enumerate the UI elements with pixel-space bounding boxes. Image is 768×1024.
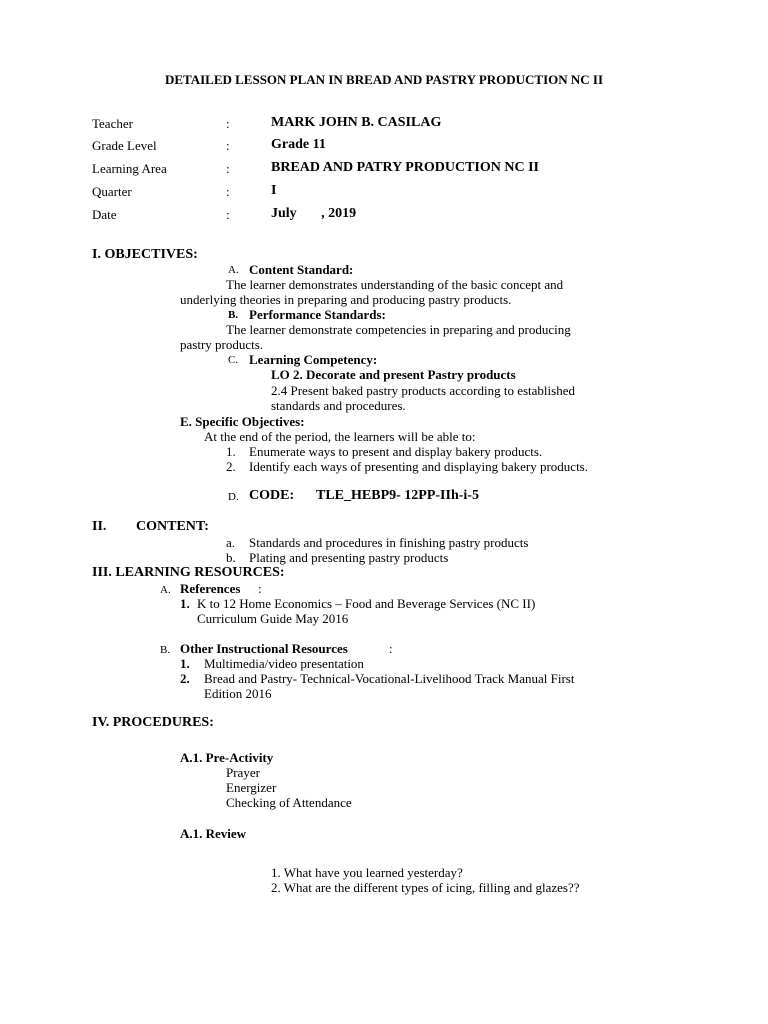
content-number: II. [92, 519, 107, 534]
objective-text: Enumerate ways to present and display bakery products. [249, 444, 543, 459]
code-letter: D. [228, 491, 239, 503]
other-resource-text: Multimedia/video presentation [204, 656, 364, 671]
reference-line2: Curriculum Guide May 2016 [197, 611, 349, 626]
grade-level-value: Grade 11 [271, 137, 326, 152]
other-resource-text-line2: Edition 2016 [204, 686, 272, 701]
page-title: DETAILED LESSON PLAN IN BREAD AND PASTRY PRODUCTION NC II [164, 72, 604, 87]
content-item-letter: a. [226, 535, 236, 550]
content-heading: CONTENT: [136, 519, 209, 534]
review-label: A.1. Review [180, 826, 247, 841]
pre-activity-item: Prayer [226, 765, 260, 780]
code-value: TLE_HEBP9- 12PP-IIh-i-5 [316, 488, 479, 503]
teacher-value: MARK JOHN B. CASILAG [271, 115, 442, 130]
specific-objectives-label: E. Specific Objectives: [180, 414, 305, 429]
date-label: Date [92, 207, 117, 222]
learning-resources-heading: III. LEARNING RESOURCES: [92, 565, 285, 580]
grade-level-label: Grade Level [92, 138, 157, 153]
objective-text: Identify each ways of presenting and displaying bakery products. [249, 459, 588, 474]
learning-competency-label: Learning Competency: [249, 352, 378, 367]
review-question: 1. What have you learned yesterday? [271, 865, 463, 880]
references-label: References [180, 581, 241, 596]
learning-area-value: BREAD AND PATRY PRODUCTION NC II [271, 160, 539, 175]
specific-objectives-intro: At the end of the period, the learners will be able to: [204, 429, 476, 444]
reference-number: 1. [180, 596, 190, 611]
content-item-text: Standards and procedures in finishing pastry products [249, 535, 529, 550]
objective-number: 2. [226, 459, 236, 474]
date-colon: : [226, 207, 230, 222]
quarter-label: Quarter [92, 184, 132, 199]
learning-area-colon: : [226, 161, 230, 176]
references-letter: A. [160, 584, 171, 596]
pre-activity-label: A.1. Pre-Activity [180, 750, 274, 765]
learning-competency-line2: standards and procedures. [271, 398, 406, 413]
teacher-label: Teacher [92, 116, 133, 131]
objectives-heading: I. OBJECTIVES: [92, 247, 198, 262]
date-value: July , 2019 [271, 206, 357, 221]
learning-competency-letter: C. [228, 354, 239, 366]
content-item-letter: b. [226, 550, 236, 565]
other-resources-colon: : [389, 641, 393, 656]
other-resources-label: Other Instructional Resources [180, 641, 348, 656]
performance-standards-line1: The learner demonstrate competencies in preparing and producing [226, 322, 571, 337]
pre-activity-item: Energizer [226, 780, 277, 795]
other-resource-text: Bread and Pastry- Technical-Vocational-Livelihood Track Manual First [204, 671, 575, 686]
content-standard-letter: A. [228, 264, 239, 276]
content-item-text: Plating and presenting pastry products [249, 550, 449, 565]
content-standard-line1: The learner demonstrates understanding of the basic concept and [226, 277, 564, 292]
pre-activity-item: Checking of Attendance [226, 795, 352, 810]
performance-standards-line2: pastry products. [180, 337, 264, 352]
quarter-value: I [271, 183, 277, 198]
performance-standards-letter: B. [228, 309, 239, 321]
review-question: 2. What are the different types of icing, filling and glazes?? [271, 880, 580, 895]
quarter-colon: : [226, 184, 230, 199]
reference-line1: K to 12 Home Economics – Food and Beverage Services (NC II) [197, 596, 536, 611]
learning-outcome: LO 2. Decorate and present Pastry products [271, 367, 516, 382]
other-resource-number: 1. [180, 656, 190, 671]
learning-competency-line1: 2.4 Present baked pastry products according to established [271, 383, 575, 398]
procedures-heading: IV. PROCEDURES: [92, 715, 214, 730]
references-colon: : [258, 581, 262, 596]
other-resource-number: 2. [180, 671, 190, 686]
content-standard-label: Content Standard: [249, 262, 354, 277]
other-resources-letter: B. [160, 644, 171, 656]
code-label: CODE: [249, 488, 295, 503]
objective-number: 1. [226, 444, 236, 459]
teacher-colon: : [226, 116, 230, 131]
grade-level-colon: : [226, 138, 230, 153]
content-standard-line2: underlying theories in preparing and producing pastry products. [180, 292, 512, 307]
performance-standards-label: Performance Standards: [249, 307, 386, 322]
learning-area-label: Learning Area [92, 161, 167, 176]
